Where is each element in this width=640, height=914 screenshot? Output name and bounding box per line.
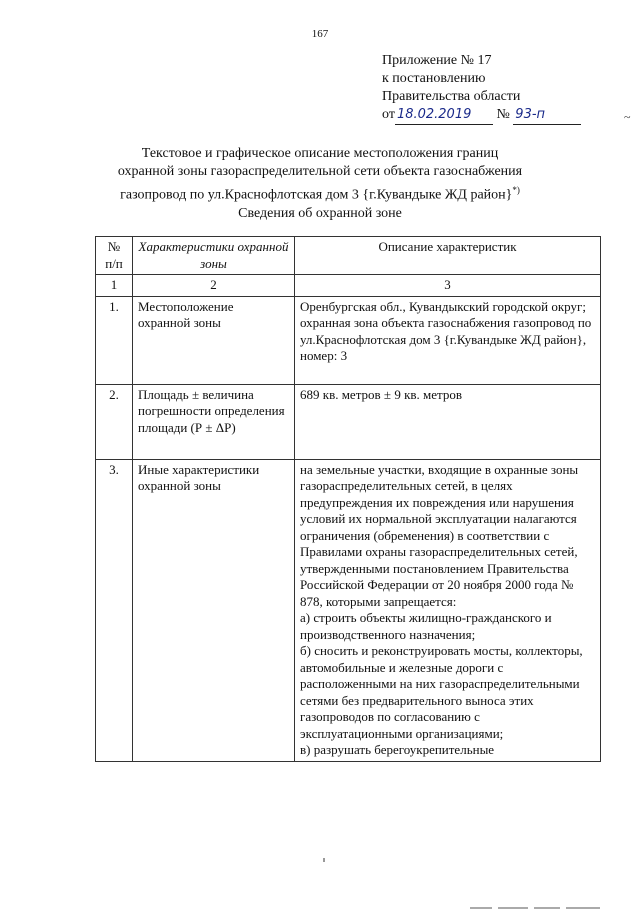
table-header-row (96, 237, 601, 275)
row-description (295, 459, 601, 761)
page-number: 167 (311, 28, 329, 40)
row-description (295, 296, 601, 384)
numbering-cell-2: 2 (133, 275, 295, 297)
numbering-cell-3: 3 (295, 275, 601, 297)
document-title (0, 145, 640, 205)
description-item-c: в) разрушать берегоукрепительные (300, 742, 495, 757)
title-line-3-text: газопровод по ул.Краснофлотская дом 3 {г.Кувандыке ЖД район} (120, 187, 513, 203)
header-characteristics: Характеристики охранной зоны (133, 237, 295, 275)
row-number: 2. (96, 384, 133, 459)
description-item-b: б) сносить и реконструировать мосты, коллекторы, автомобильные и железные дороги с расположенными на них газораспределительными сетями без предварительного выноса этих газопроводов по согласованию с эксплуатационными организациями; (300, 643, 583, 741)
appendix-line-3: Правительства области (382, 89, 521, 104)
header-number: № п/п (96, 237, 133, 275)
table-row (96, 459, 601, 761)
row-characteristic: Площадь ± величина погрешности определения площади (Р ± ΔР) (133, 384, 295, 459)
edge-mark: ~ (624, 110, 631, 124)
description-paragraph: на земельные участки, входящие в охранные зоны газораспределительных сетей, в целях предупреждения их повреждения или нарушения условий их нормальной эксплуатации налагаются ограничения (обременения) в соответствии с Правилами охраны газораспределительных сетей, утвержденными постановлением Правительства Российской Федерации от 20 ноября 2000 года № 878, которыми запрещается: (300, 461, 579, 609)
appendix-line-1: Приложение № 17 (382, 53, 492, 68)
title-line-1: Текстовое и графическое описание местоположения границ (141, 146, 499, 161)
appendix-line-2: к постановлению (382, 71, 486, 86)
appendix-date-prefix: от (382, 107, 395, 122)
numbering-cell-1: 1 (96, 275, 133, 297)
table-row (96, 384, 601, 459)
footnote-mark: *) (512, 185, 520, 195)
appendix-line-4 (382, 106, 581, 125)
description-paragraph: Оренбургская обл., Кувандыкский городской округ; охранная зона объекта газоснабжения газопровод по ул.Краснофлотская дом 3 {г.Кувандыке ЖД район}, номер: 3 (300, 298, 592, 363)
header-description: Описание характеристик (295, 237, 601, 275)
appendix-block (382, 52, 581, 125)
table-numbering-row (96, 275, 601, 297)
row-description (295, 384, 601, 459)
appendix-number-sign: № (496, 107, 510, 122)
title-line-3 (0, 181, 640, 205)
description-paragraph: 689 кв. метров ± 9 кв. метров (300, 386, 462, 402)
row-characteristic: Иные характеристики охранной зоны (133, 459, 295, 761)
section-subtitle: Сведения об охранной зоне (238, 206, 402, 221)
scan-bottom-marks (470, 896, 620, 899)
scan-artifact (323, 858, 325, 862)
row-number: 3. (96, 459, 133, 761)
handwritten-number: 93-п (513, 106, 581, 125)
row-number: 1. (96, 296, 133, 384)
table-row (96, 296, 601, 384)
description-item-a: а) строить объекты жилищно-гражданского и производственного назначения; (300, 610, 552, 642)
zone-table (95, 236, 601, 762)
row-characteristic: Местоположение охранной зоны (133, 296, 295, 384)
title-line-2: охранной зоны газораспределительной сети объекта газоснабжения (117, 164, 523, 179)
handwritten-date: 18.02.2019 (395, 106, 493, 125)
